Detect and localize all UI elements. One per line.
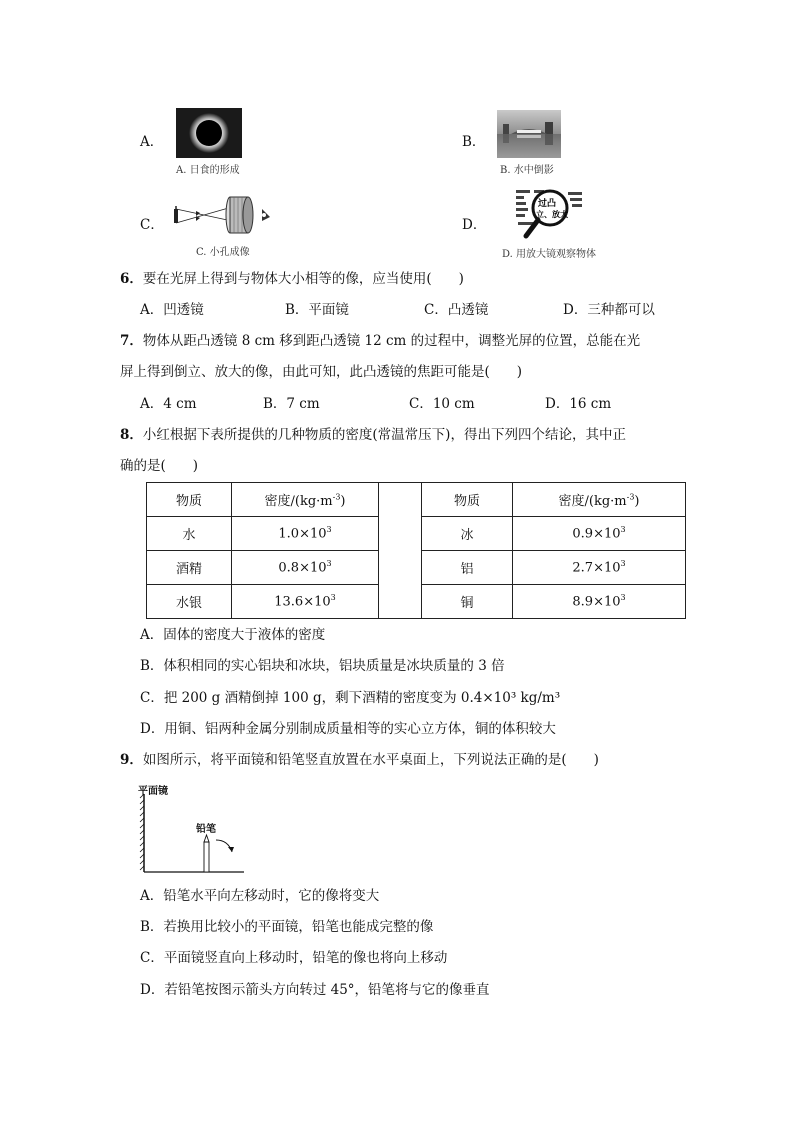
q8-option-a: A．固体的密度大于液体的密度 bbox=[140, 627, 326, 643]
option-letter: A． bbox=[140, 134, 164, 150]
table-gap bbox=[379, 483, 422, 619]
question-text: 要在光屏上得到与物体大小相等的像，应当使用( ) bbox=[142, 271, 464, 287]
header-density: 密度$/(kg\cdot m^{-3})$ bbox=[232, 483, 379, 517]
q9-option-b: B．若换用比较小的平面镜，铅笔也能成完整的像 bbox=[140, 919, 434, 935]
image-caption: B. 水中倒影 bbox=[500, 165, 554, 176]
question-number: 7． bbox=[120, 333, 143, 349]
q7-option-c: C．10 cm bbox=[409, 396, 475, 412]
option-letter: C． bbox=[140, 217, 164, 233]
solar-eclipse-image bbox=[176, 108, 242, 158]
table-header-row bbox=[147, 483, 686, 517]
q6-option-b: B．平面镜 bbox=[285, 302, 349, 318]
image-caption: A. 日食的形成 bbox=[176, 165, 240, 176]
substance-cell: 铝 bbox=[422, 551, 513, 585]
q7-option-b: B．7 cm bbox=[263, 396, 320, 412]
q9-option-d: D．若铅笔按图示箭头方向转过 45°，铅笔将与它的像垂直 bbox=[140, 982, 490, 998]
option-letter: D． bbox=[462, 217, 487, 233]
magnifier-text-2: 立、放大 bbox=[536, 210, 568, 219]
density-cell: $2.7\times 10^3$ bbox=[513, 551, 686, 585]
question-7-stem-line2: 屏上得到倒立、放大的像，由此可知，此凸透镜的焦距可能是( ) bbox=[120, 364, 523, 380]
density-cell: $13.6\times 10^3$ bbox=[232, 585, 379, 619]
density-cell: $8.9\times 10^3$ bbox=[513, 585, 686, 619]
question-6-stem bbox=[120, 269, 464, 289]
header-substance: 物质 bbox=[422, 483, 513, 517]
q9-option-c: C．平面镜竖直向上移动时，铅笔的像也将向上移动 bbox=[140, 950, 448, 966]
q7-option-a: A．4 cm bbox=[140, 396, 197, 412]
question-7-stem bbox=[120, 331, 640, 351]
water-reflection-image bbox=[497, 110, 561, 158]
header-density: 密度$/(kg\cdot m^{-3})$ bbox=[513, 483, 686, 517]
question-number: 8． bbox=[120, 427, 143, 443]
q6-option-a: A．凹透镜 bbox=[140, 302, 204, 318]
question-8-stem-line2: 确的是( ) bbox=[120, 458, 199, 474]
mirror-pencil-figure bbox=[136, 780, 256, 876]
q7-option-d: D．16 cm bbox=[545, 396, 612, 412]
substance-cell: 冰 bbox=[422, 517, 513, 551]
density-cell: $1.0\times 10^3$ bbox=[232, 517, 379, 551]
magnifier-image bbox=[514, 186, 586, 242]
question-8-stem bbox=[120, 425, 626, 445]
image-caption: D. 用放大镜观察物体 bbox=[502, 249, 597, 260]
option-letter: B． bbox=[462, 134, 486, 150]
q9-option-a: A．铅笔水平向左移动时，它的像将变大 bbox=[140, 888, 380, 904]
question-9-stem bbox=[120, 750, 599, 770]
question-text: 物体从距凸透镜 8 cm 移到距凸透镜 12 cm 的过程中，调整光屏的位置，总能在光 bbox=[142, 333, 641, 349]
substance-cell: 水银 bbox=[147, 585, 232, 619]
question-text: 小红根据下表所提供的几种物质的密度(常温常压下)，得出下列四个结论，其中正 bbox=[142, 427, 626, 443]
q8-option-b: B．体积相同的实心铝块和冰块，铝块质量是冰块质量的 3 倍 bbox=[140, 658, 505, 674]
pencil-label: 铅笔 bbox=[196, 824, 216, 835]
header-substance: 物质 bbox=[147, 483, 232, 517]
pinhole-camera-image bbox=[170, 191, 280, 241]
question-text: 如图所示，将平面镜和铅笔竖直放置在水平桌面上，下列说法正确的是( ) bbox=[142, 752, 599, 768]
substance-cell: 铜 bbox=[422, 585, 513, 619]
image-caption: C. 小孔成像 bbox=[196, 247, 250, 258]
q6-option-d: D．三种都可以 bbox=[563, 302, 655, 318]
q8-option-c: C．把 200 g 酒精倒掉 100 g，剩下酒精的密度变为 0.4×10³ kg/m³ bbox=[140, 690, 561, 706]
substance-cell: 酒精 bbox=[147, 551, 232, 585]
question-number: 6． bbox=[120, 271, 143, 287]
mirror-label: 平面镜 bbox=[138, 786, 168, 797]
magnifier-text-1: 过凸 bbox=[538, 199, 557, 209]
density-cell: $0.8\times 10^3$ bbox=[232, 551, 379, 585]
density-cell: $0.9\times 10^3$ bbox=[513, 517, 686, 551]
density-table bbox=[146, 482, 686, 619]
q6-option-c: C．凸透镜 bbox=[424, 302, 489, 318]
substance-cell: 水 bbox=[147, 517, 232, 551]
question-number: 9． bbox=[120, 752, 143, 768]
q8-option-d: D．用铜、铝两种金属分别制成质量相等的实心立方体，铜的体积较大 bbox=[140, 721, 556, 737]
